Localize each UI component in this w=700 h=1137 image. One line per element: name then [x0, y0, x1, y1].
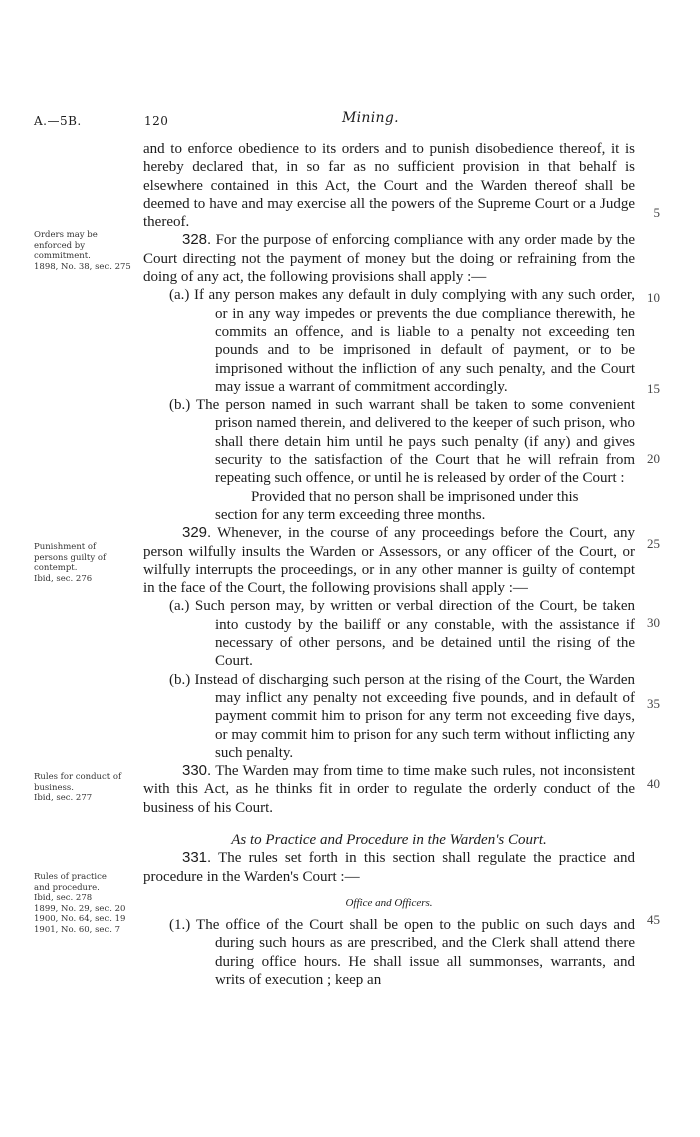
margin-note-line: enforced by — [34, 240, 86, 251]
margin-note-rules-practice — [34, 872, 144, 935]
line-number: 25 — [647, 536, 660, 551]
margin-note-line: Ibid, sec. 276 — [34, 573, 93, 584]
page-number: 120 — [144, 114, 169, 128]
section-number: 331. — [182, 849, 212, 867]
line-number: 5 — [653, 205, 660, 220]
subsection-329-a: (a.) Such person may, by written or verbal direction of the Court, be taken into custody by the bailiff or any constable, with the assistance if necessary of other persons, and be detained until the rising of the Court. — [169, 598, 635, 670]
margin-note-line: 1900, No. 64, sec. 19 — [34, 914, 126, 924]
line-number: 35 — [647, 696, 660, 711]
section-text: The Warden may from time to time make such rules, not inconsistent with this Act, as he thinks fit in order to regulate the orderly conduct of the business of his Court. — [143, 763, 635, 816]
document-reference: A.—5B. — [34, 114, 82, 128]
subsection-328-a: (a.) If any person makes any default in duly complying with any such order, or in any way impedes or prevents the due compliance therewith, he commits an offence, and is liable to a penalty not exceeding ten pounds and to be imprisoned in default of payment, or to be imprisoned without the infliction of any such penalty, and the Court may issue a warrant of commitment accordingly. — [169, 287, 635, 395]
line-number: 40 — [647, 776, 660, 791]
margin-note-line: persons guilty of — [34, 552, 107, 563]
heading-office-officers: Office and Officers. — [345, 896, 433, 909]
section-text: Whenever, in the course of any proceedings before the Court, any person wilfully insults the Warden or Assessors, or any officer of the Court, or wilfully interrupts the proceedings, or in any other manner is guilty of contempt in the face of the Court, the following provisions shall apply :— — [143, 525, 636, 597]
subsection-328-b: (b.) The person named in such warrant shall be taken to some convenient prison named therein, and delivered to the keeper of such prison, who shall there detain him until he pays such penalty (if any) and gives security to the satisfaction of the Court that he will refrain from repeating such offence, or until he is released by order of the Court : — [169, 397, 635, 487]
proviso: Provided that no person shall be imprisoned under this — [251, 488, 579, 505]
proviso-continuation: section for any term exceeding three months. — [215, 506, 486, 523]
margin-note-line: 1898, No. 38, sec. 275 — [34, 261, 131, 272]
paragraph-intro: and to enforce obedience to its orders and to punish disobedience thereof, it is hereby declared that, in so far as no sufficient provision in that behalf is elsewhere contained in this Act, the Court and the Warden thereof shall be deemed to have and may exercise all the powers of the Supreme Court or a Judge thereof. — [143, 141, 635, 231]
line-number: 45 — [647, 912, 660, 927]
margin-note-line: and procedure. — [34, 882, 100, 893]
section-text: The rules set forth in this section shall regulate the practice and procedure in the Warden's Court :— — [143, 850, 636, 885]
margin-note-line: commitment. — [34, 251, 91, 261]
margin-note-line: 1899, No. 29, sec. 20 — [34, 903, 126, 914]
section-number: 330. — [182, 762, 212, 780]
section-328 — [143, 231, 635, 286]
section-329 — [143, 524, 635, 597]
margin-note-contempt — [34, 542, 144, 584]
line-number: 15 — [647, 381, 660, 396]
heading-practice-procedure: As to Practice and Procedure in the Warden's Court. — [231, 831, 547, 848]
margin-note-line: Rules for conduct of — [34, 772, 122, 782]
section-number: 328. — [182, 231, 212, 249]
margin-note-rules-conduct — [34, 772, 144, 804]
margin-note-line: Rules of practice — [34, 872, 107, 882]
subsection-329-b: (b.) Instead of discharging such person at the rising of the Court, the Warden may inflict any penalty not exceeding five pounds, and in default of payment commit him to prison for any term not exceeding five days, or may commit him to prison for any such term without inflicting any such penalty. — [169, 671, 635, 761]
line-number: 20 — [647, 451, 660, 466]
section-text: For the purpose of enforcing compliance with any order made by the Court directing not the payment of money but the doing or refraining from the doing of any act, the following provisions shall apply :— — [143, 232, 635, 286]
margin-note-line: Ibid, sec. 277 — [34, 793, 93, 803]
margin-note-line: business. — [34, 782, 74, 793]
line-number: 30 — [647, 615, 660, 630]
margin-note-line: Orders may be — [34, 230, 98, 240]
section-331 — [143, 849, 635, 886]
margin-note-line: Punishment of — [34, 542, 97, 552]
margin-note-line: 1901, No. 60, sec. 7 — [34, 924, 121, 935]
main-text — [143, 140, 635, 989]
section-number: 329. — [182, 524, 212, 542]
margin-note-line: Ibid, sec. 278 — [34, 893, 93, 903]
margin-note-line: contempt. — [34, 563, 78, 573]
section-330 — [143, 762, 635, 817]
running-title: Mining. — [342, 110, 399, 126]
line-number: 10 — [647, 290, 660, 305]
margin-note-orders-enforced — [34, 230, 144, 272]
subsection-331-1: (1.) The office of the Court shall be open to the public on such days and during such hours as are prescribed, and the Clerk shall attend there during office hours. He shall issue all summonses, warrants, and writs of execution ; keep an — [169, 917, 635, 989]
